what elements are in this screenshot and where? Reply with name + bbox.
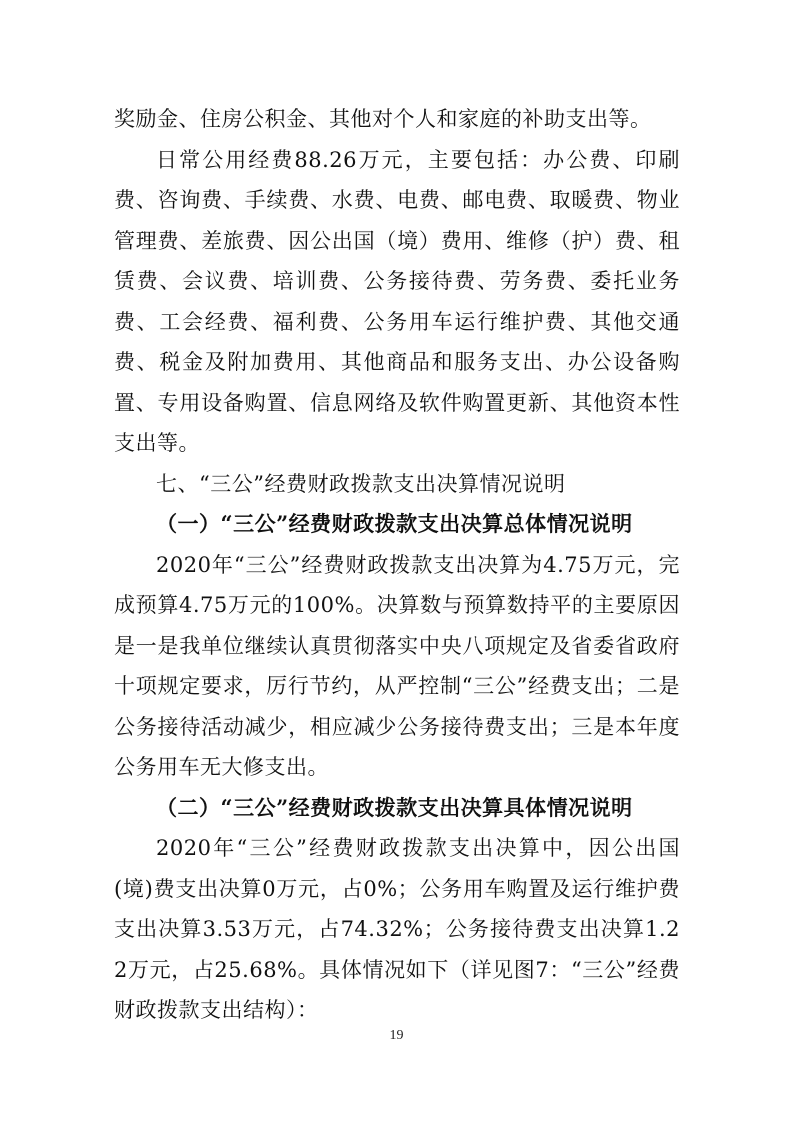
subsection-heading-specific: （二）“三公”经费财政拨款支出决算具体情况说明 bbox=[156, 794, 633, 820]
paragraph-specific-explanation: 2020年“三公”经费财政拨款支出决算中，因公出国(境)费支出决算0万元，占0%；公务用车购置及运行维护费支出决算3.53万元，占74.32%；公务接待费支出决算1.22万元，占25.68%。具体情况如下（详见图7：“三公”经费财政拨款支出结构）： bbox=[114, 836, 680, 1022]
section-heading-three-public: 七、“三公”经费财政拨款支出决算情况说明 bbox=[156, 471, 566, 496]
paragraph-public-expenses: 日常公用经费88.26万元，主要包括：办公费、印刷费、咨询费、手续费、水费、电费、邮电费、取暖费、物业管理费、差旅费、因公出国（境）费用、维修（护）费、租赁费、会议费、培训费、公务接待费、劳务费、委托业务费、工会经费、福利费、公务用车运行维护费、其他交通费、税金及附加费用、其他商品和服务支出、办公设备购置、专用设备购置、信息网络及软件购置更新、其他资本性支出等。 bbox=[114, 147, 680, 455]
subsection-heading-overall: （一）“三公”经费财政拨款支出决算总体情况说明 bbox=[156, 511, 633, 536]
paragraph-overall-explanation: 2020年“三公”经费财政拨款支出决算为4.75万元，完成预算4.75万元的100%。决算数与预算数持平的主要原因是一是我单位继续认真贯彻落实中央八项规定及省委省政府十项规定要求，厉行节约，从严控制“三公”经费支出；二是公务接待活动减少，相应减少公务接待费支出；三是本年度公务用车无大修支出。 bbox=[114, 552, 680, 779]
page-number: 19 bbox=[389, 1028, 404, 1043]
paragraph-subsidy-continued: 奖励金、住房公积金、其他对个人和家庭的补助支出等。 bbox=[114, 107, 652, 131]
body-text bbox=[114, 99, 680, 1031]
